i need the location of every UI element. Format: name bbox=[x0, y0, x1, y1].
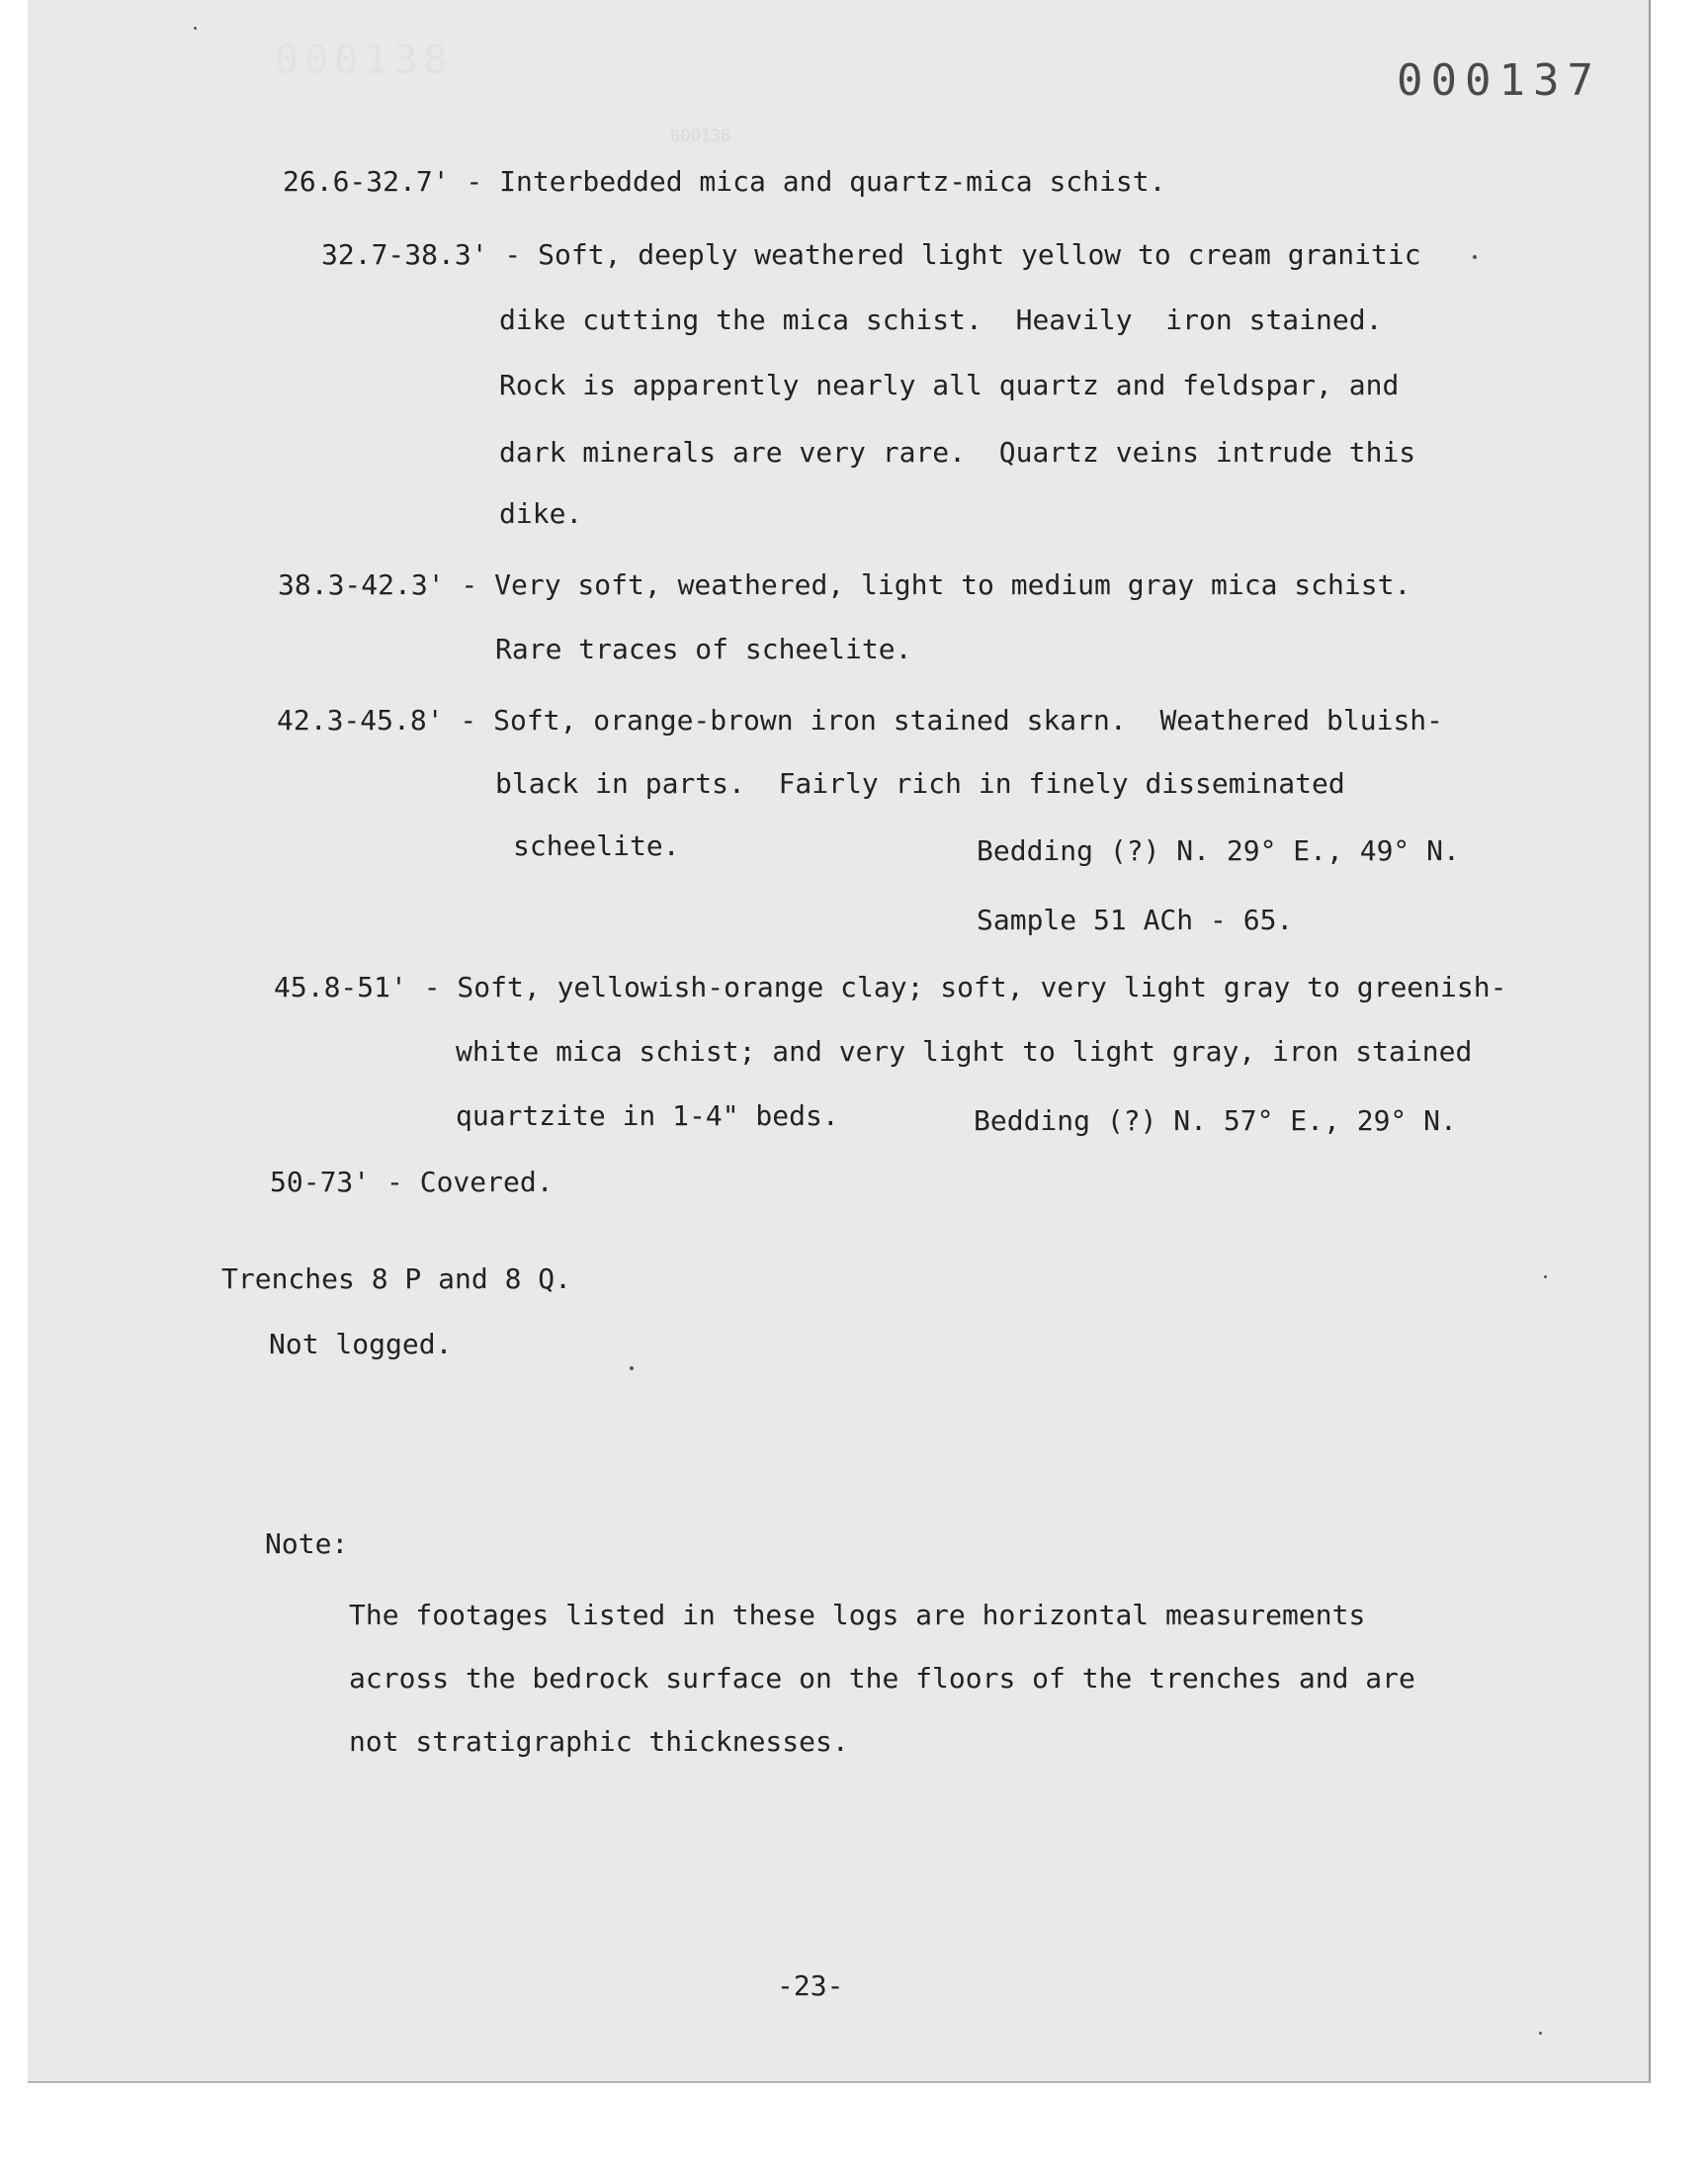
bleedthrough-number: 000138 bbox=[275, 38, 454, 83]
bedding-measurement: Bedding (?) N. 29° E., 49° N. bbox=[977, 834, 1460, 867]
log-entry: 32.7-38.3' - Soft, deeply weathered light yellow to cream granitic bbox=[321, 238, 1421, 271]
log-entry-continuation: Rare traces of scheelite. bbox=[495, 633, 912, 665]
log-entry-continuation: Rock is apparently nearly all quartz and feldspar, and bbox=[499, 369, 1400, 401]
trenches-heading: Trenches 8 P and 8 Q. bbox=[221, 1262, 572, 1295]
log-entry: 45.8-51' - Soft, yellowish-orange clay; soft, very light gray to greenish- bbox=[274, 971, 1507, 1003]
log-entry-continuation: dike cutting the mica schist. Heavily iron stained. bbox=[499, 304, 1383, 336]
log-entry: 38.3-42.3' - Very soft, weathered, light to medium gray mica schist. bbox=[278, 568, 1411, 601]
log-entry: 50-73' - Covered. bbox=[270, 1166, 554, 1198]
note-line: not stratigraphic thicknesses. bbox=[349, 1725, 849, 1758]
log-entry: 42.3-45.8' - Soft, orange-brown iron stained skarn. Weathered bluish- bbox=[277, 704, 1444, 737]
page-number: -23- bbox=[777, 1969, 844, 2002]
note-label: Note: bbox=[265, 1527, 349, 1560]
trenches-status: Not logged. bbox=[269, 1328, 453, 1360]
log-entry-continuation: scheelite. bbox=[513, 829, 680, 862]
sample-id: Sample 51 ACh - 65. bbox=[977, 904, 1294, 936]
note-line: across the bedrock surface on the floors of the trenches and are bbox=[349, 1662, 1415, 1695]
log-entry-continuation: dike. bbox=[499, 497, 583, 530]
log-entry-continuation: black in parts. Fairly rich in finely disseminated bbox=[495, 767, 1345, 800]
document-number: 000137 bbox=[1397, 55, 1601, 106]
log-entry-continuation: quartzite in 1-4" beds. bbox=[456, 1099, 839, 1132]
log-entry-continuation: white mica schist; and very light to light gray, iron stained bbox=[456, 1035, 1473, 1068]
note-line: The footages listed in these logs are horizontal measurements bbox=[349, 1599, 1366, 1631]
bleedthrough-number-small: 000138 bbox=[670, 127, 731, 146]
document-page bbox=[28, 0, 1651, 2083]
log-entry-continuation: dark minerals are very rare. Quartz veins intrude this bbox=[499, 436, 1416, 469]
bedding-measurement: Bedding (?) N. 57° E., 29° N. bbox=[974, 1104, 1457, 1137]
log-entry: 26.6-32.7' - Interbedded mica and quartz-mica schist. bbox=[283, 165, 1166, 198]
